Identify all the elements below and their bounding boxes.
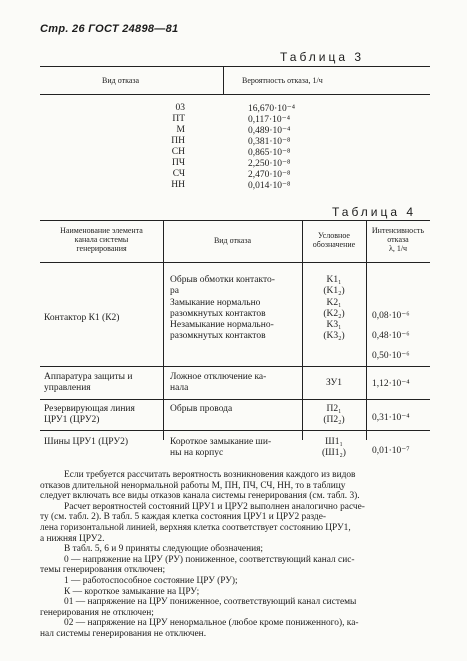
table4-g2-name: Аппаратура защиты и управления [44,372,133,394]
table3-top-rule [40,66,430,67]
table3-value: 0,865·10⁻⁸ [248,148,291,158]
table4-header-rule [40,262,430,263]
table4-h2: Вид отказа [213,236,252,245]
table3-value: 2,250·10⁻⁸ [248,159,291,169]
table4-g2-val: 1,12·10⁻⁴ [372,379,410,389]
table3-value: 0,117·10⁻⁴ [248,115,291,125]
table4-g3-codes: П2₁ (П2₂) [323,404,345,426]
body-line: 1 — работоспособное состояние ЦРУ (РУ); [64,575,238,586]
body-line: генерирования не отключен; [40,607,154,618]
table3-value: 0,381·10⁻⁸ [248,137,291,147]
table4-g3-name: Резервирующая линия ЦРУ1 (ЦРУ2) [44,404,135,426]
table4-rule-g2 [40,399,430,400]
body-line: 02 — напряжение на ЦРУ ненормальное (любое кроме пониженного), ка- [64,618,359,629]
table3-value: 0,489·10⁻⁴ [248,126,291,136]
table4-g2-code: ЗУ1 [326,378,342,388]
body-line: В табл. 5, 6 и 9 приняты следующие обозначения; [64,544,264,555]
table3-code: СЧ [172,169,185,179]
body-line: ту (см. табл. 2). В табл. 5 каждая клетка состояния ЦРУ1 и ЦРУ2 разде- [40,512,326,523]
table4-h3: Условное обозначение [312,231,356,249]
table4-g1-val-3: 0,50·10⁻⁶ [372,351,410,361]
table4-g1-val-1: 0,08·10⁻⁶ [372,311,410,321]
table3-divider [223,66,224,94]
table4-g4-val: 0,01·10⁻⁷ [372,446,410,456]
table3-code: НН [171,180,185,190]
table3-value: 16,670·10⁻⁴ [248,104,296,114]
table3-caption: Таблица 3 [280,50,365,64]
body-line: а нижняя ЦРУ2. [40,533,105,544]
table3-code: 03 [175,103,185,113]
table3-code: ПН [171,136,185,146]
table4-h4: Интенсивность отказа λ, 1/ч [371,226,425,253]
table4-g4-codes: Ш1₁ (Ш1₂) [322,437,346,459]
table4-divider-3 [366,220,367,440]
table4-rule-g3 [40,430,430,431]
table4-g4-name: Шины ЦРУ1 (ЦРУ2) [44,437,128,447]
table3-value: 2,470·10⁻⁸ [248,170,291,180]
body-line: темы генерирования отключен; [40,565,166,576]
body-line: отказов длительной ненормальной работы М, ПН, ПЧ, СЧ, НН, то в таблицу [40,480,346,491]
table3-col2-header: Вероятность отказа, 1/ч [242,76,323,85]
body-line: нал системы генерирования не отключен. [40,628,207,639]
body-text [40,470,432,640]
body-line: лена горизонтальной линией, верхняя клетка соответствует состоянию ЦРУ1, [40,522,351,533]
body-line: Если требуется рассчитать вероятность возникновения каждого из видов [64,470,356,480]
table4-g4-type: Короткое замыкание ши- ны на корпус [170,437,272,459]
page-header: Стр. 26 ГОСТ 24898—81 [40,23,179,35]
body-line: 01 — напряжение на ЦРУ пониженное, соответствующий канал системы [64,597,357,608]
table3-col1-header: Вид отказа [102,76,140,85]
body-line: следует включать все виды отказов канала системы генерирования (см. табл. 3). [40,491,360,502]
table4-g1-name: Контактор К1 (К2) [44,313,120,323]
body-line: 0 — напряжение на ЦРУ (РУ) пониженное, соответствующий канал сис- [64,554,355,565]
table3-code: ПТ [172,114,185,124]
table3-code: М [176,125,185,135]
table3-value: 0,014·10⁻⁸ [248,181,291,191]
table4-g1-codes: K1₁ (K1₂) K2₁ (K2₂) K3₁ (K3₂) [323,275,345,342]
table3-code: СН [171,147,185,157]
table4-g1-types: Обрыв обмотки контакто- ра Замыкание нормально разомкнутых контактов Незамыкание нормально- разомкнутых контактов [170,275,275,342]
table4-g3-val: 0,31·10⁻⁴ [372,413,410,423]
table4-g3-type: Обрыв провода [170,404,233,414]
table3-code: ПЧ [171,158,185,168]
table4-divider-1 [163,220,164,440]
table4-rule-g1 [40,366,430,367]
table3-header-rule [40,94,430,95]
table4-h1: Наименование элемента канала системы генерирования [60,226,143,253]
table4-g2-type: Ложное отключение ка- нала [170,372,267,394]
table4-caption: Таблица 4 [332,205,417,219]
body-line: Расчет вероятностей состояний ЦРУ1 и ЦРУ2 выполнен аналогично расче- [64,501,365,512]
table4-g1-val-2: 0,48·10⁻⁶ [372,331,410,341]
body-line: К — короткое замыкание на ЦРУ; [64,586,200,597]
table4-top-rule [40,220,430,221]
